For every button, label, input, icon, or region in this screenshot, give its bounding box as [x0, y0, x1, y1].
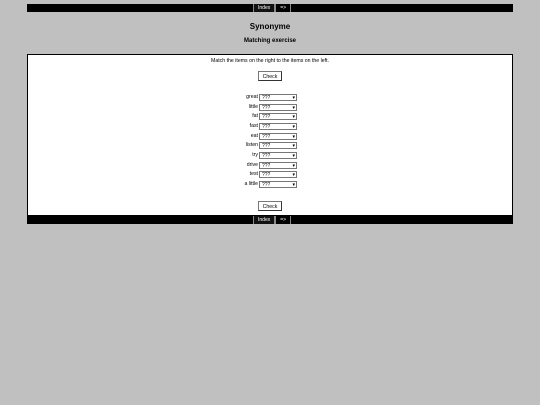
list-item: [228, 161, 297, 169]
list-item: [228, 103, 297, 111]
list-item: [228, 122, 297, 130]
list-item: [228, 170, 297, 178]
item-word: great: [246, 94, 258, 100]
list-item: [228, 151, 297, 159]
answer-select-value: ???: [262, 94, 271, 101]
list-item: [228, 93, 297, 101]
nav-index-link[interactable]: Index: [253, 4, 275, 12]
chevron-down-icon: ▾: [292, 94, 295, 101]
chevron-down-icon: ▾: [292, 133, 295, 140]
list-item: [228, 180, 297, 188]
item-word: drive: [246, 162, 258, 168]
top-nav-links: [253, 4, 291, 12]
answer-select-value: ???: [262, 113, 271, 120]
header: [27, 12, 513, 54]
answer-select-value: ???: [262, 171, 271, 178]
answer-select[interactable]: [259, 94, 297, 101]
answer-select-value: ???: [262, 104, 271, 111]
chevron-down-icon: ▾: [292, 181, 295, 188]
answer-select-value: ???: [262, 123, 271, 130]
item-word: fat: [252, 113, 258, 119]
answer-select[interactable]: [259, 171, 297, 178]
answer-select[interactable]: [259, 113, 297, 120]
item-word: listen: [245, 142, 258, 148]
bottom-navbar: [27, 216, 513, 224]
chevron-down-icon: ▾: [292, 171, 295, 178]
check-button-top[interactable]: Check: [258, 71, 282, 81]
list-item: [228, 112, 297, 120]
page-title: Synonyme: [249, 22, 291, 31]
chevron-down-icon: ▾: [292, 152, 295, 159]
chevron-down-icon: ▾: [292, 142, 295, 149]
item-word: try: [252, 152, 258, 158]
chevron-down-icon: ▾: [292, 123, 295, 130]
answer-select[interactable]: [259, 181, 297, 188]
exercise-panel: [27, 67, 513, 216]
item-word: eat: [250, 133, 258, 139]
check-button-bottom[interactable]: Check: [258, 201, 282, 211]
answer-select-value: ???: [262, 162, 271, 169]
list-item: [228, 132, 297, 140]
answer-select[interactable]: [259, 152, 297, 159]
chevron-down-icon: ▾: [292, 104, 295, 111]
answer-select[interactable]: [259, 162, 297, 169]
answer-select-value: ???: [262, 142, 271, 149]
answer-select-value: ???: [262, 152, 271, 159]
item-word: little: [248, 104, 258, 110]
item-word: a little: [244, 181, 258, 187]
answer-select[interactable]: [259, 104, 297, 111]
answer-select[interactable]: [259, 123, 297, 130]
answer-select[interactable]: [259, 133, 297, 140]
page-subtitle: Matching exercise: [243, 38, 297, 44]
item-word: fast: [249, 123, 258, 129]
nav-next-link[interactable]: =>: [275, 216, 291, 224]
list-item: [228, 141, 297, 149]
chevron-down-icon: ▾: [292, 162, 295, 169]
answer-select[interactable]: [259, 142, 297, 149]
answer-select-value: ???: [262, 181, 271, 188]
nav-next-link[interactable]: =>: [275, 4, 291, 12]
instructions-bar: Match the items on the right to the items on the left.: [27, 54, 513, 68]
chevron-down-icon: ▾: [292, 113, 295, 120]
answer-select-value: ???: [262, 133, 271, 140]
item-word: test: [249, 171, 258, 177]
bottom-nav-links: [253, 216, 291, 224]
top-navbar: [27, 4, 513, 12]
nav-index-link[interactable]: Index: [253, 216, 275, 224]
